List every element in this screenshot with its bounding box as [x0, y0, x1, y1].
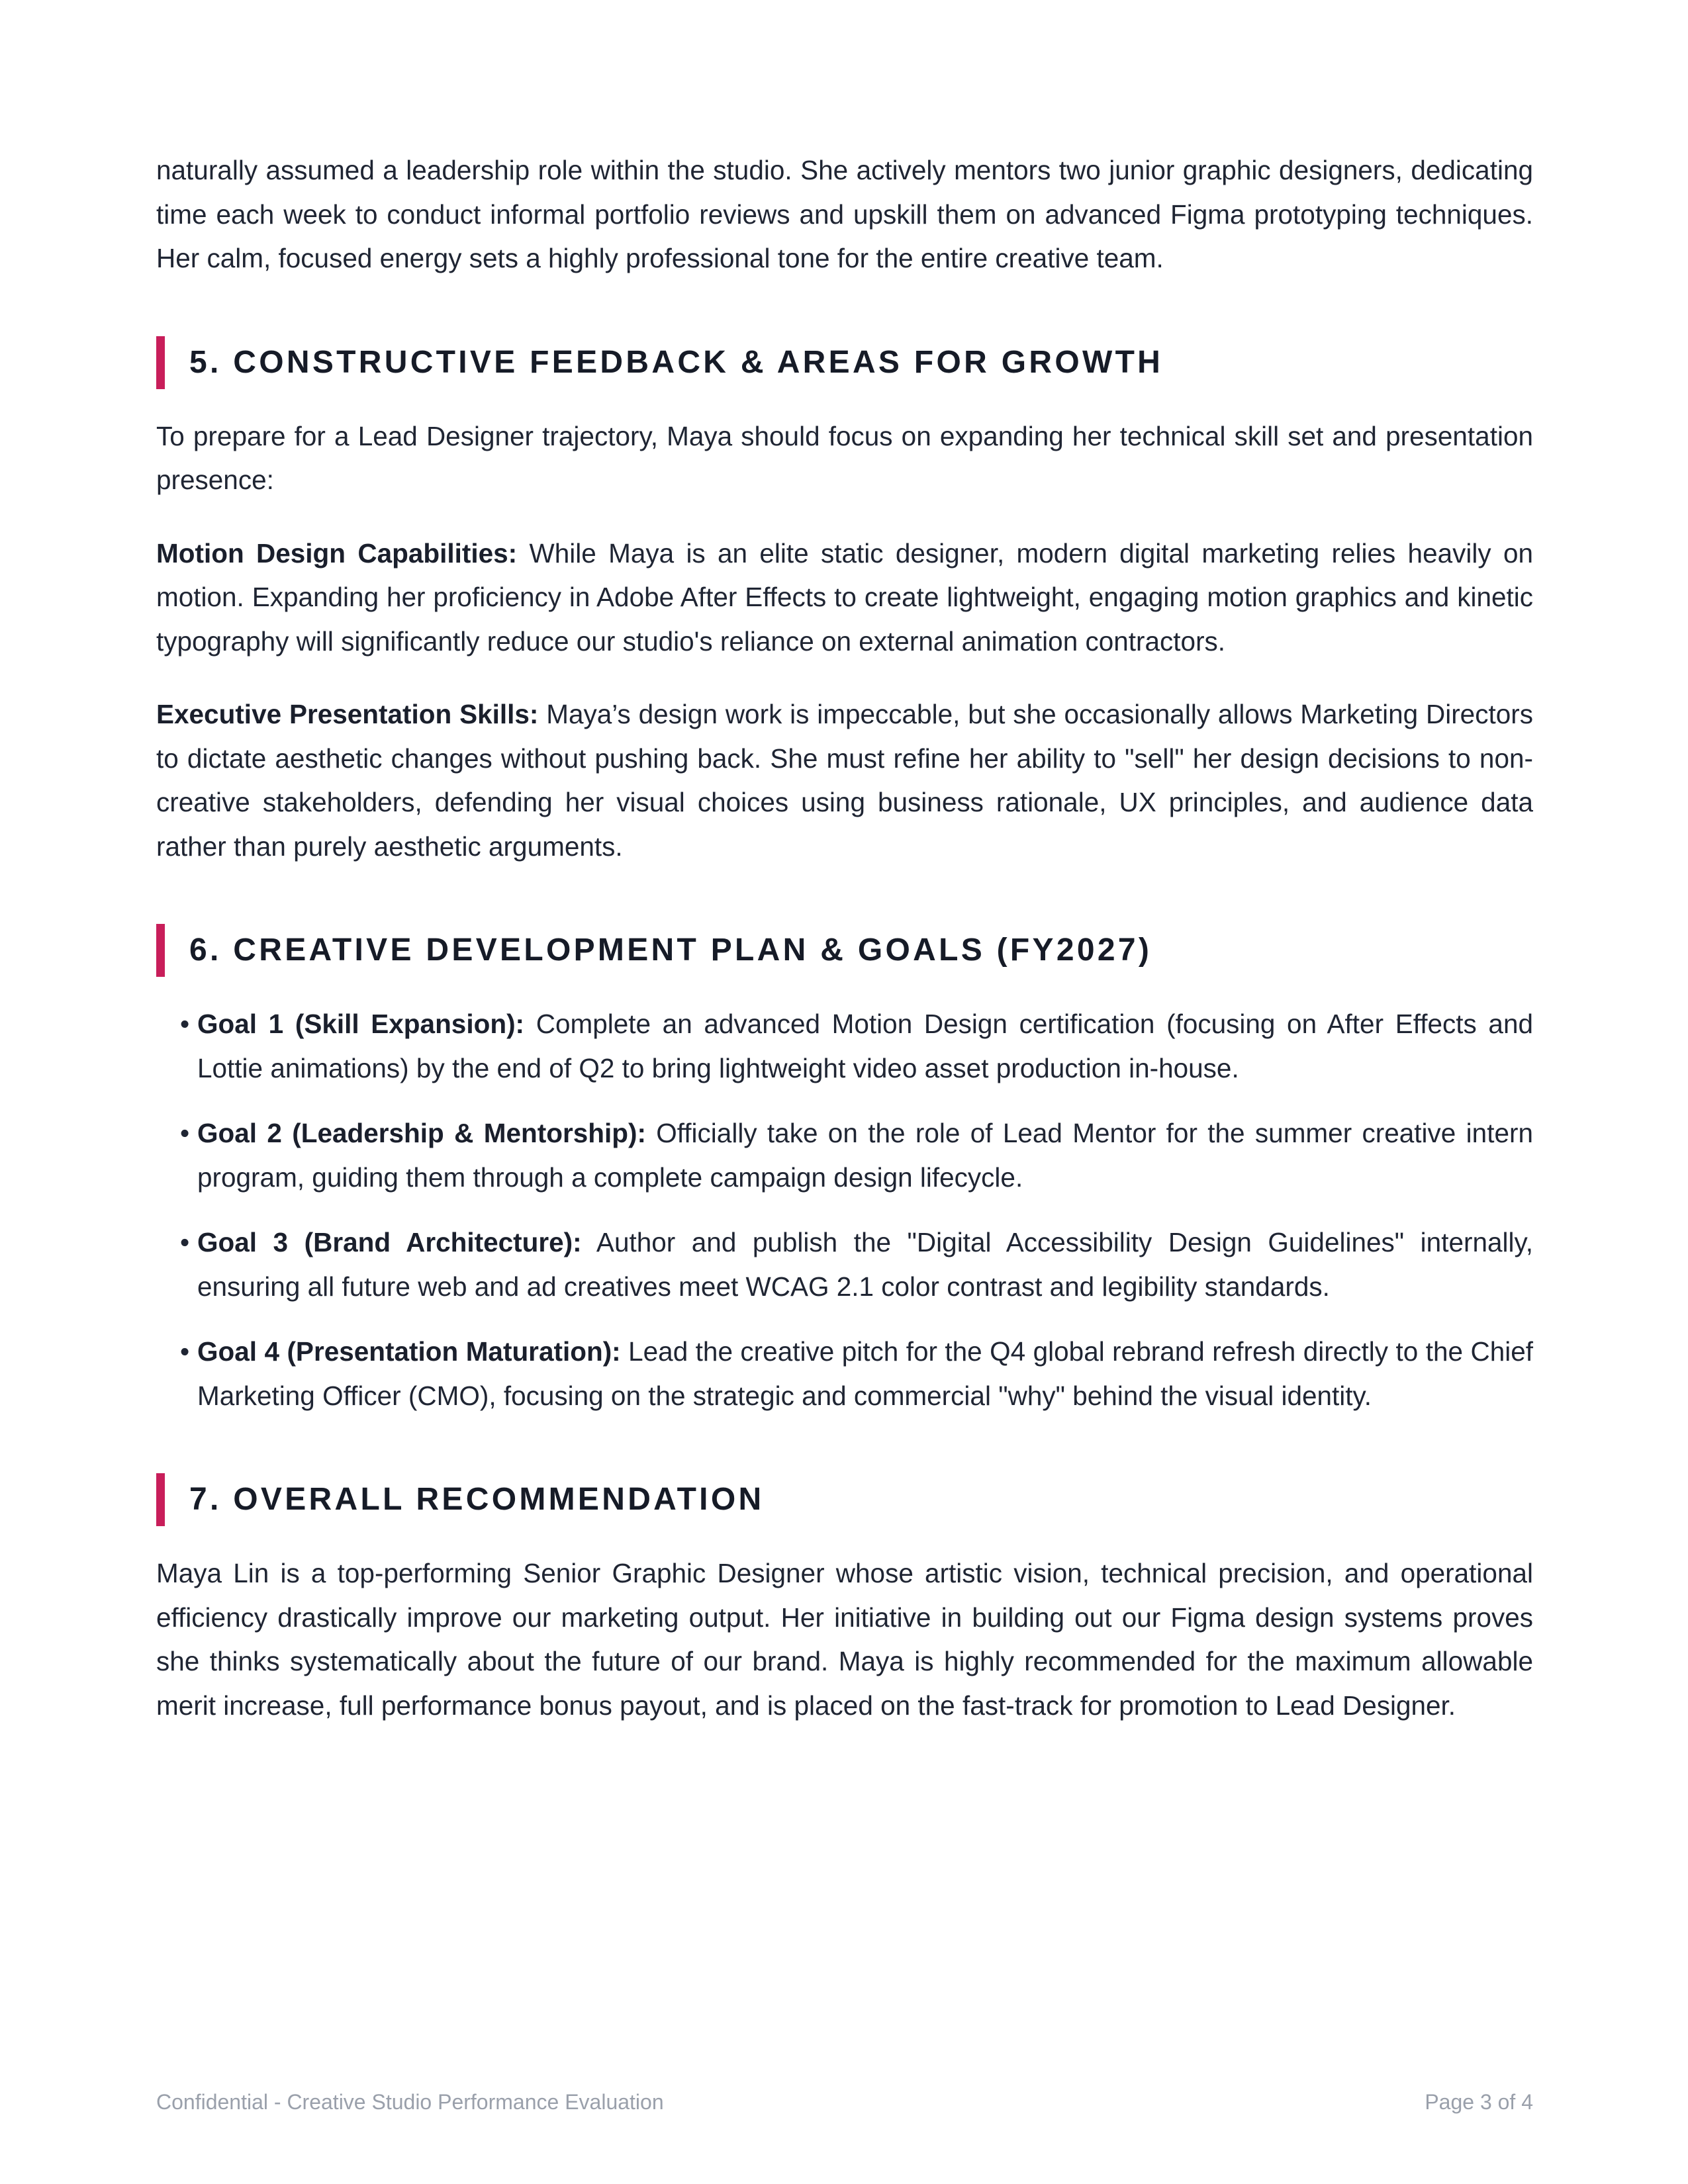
goals-list [156, 1002, 1533, 1418]
goal-item-2 [156, 1111, 1533, 1199]
bullet-glyph: • [180, 1227, 190, 1257]
section-5-intro: To prepare for a Lead Designer trajectory, Maya should focus on expanding her technical skill set and presentation presence: [156, 420, 1533, 495]
feedback-item-label: Executive Presentation Skills: [156, 699, 539, 729]
goal-label: Goal 3 (Brand Architecture): [197, 1227, 582, 1257]
footer-page-number: Page 3 of 4 [1425, 2090, 1533, 2114]
feedback-item-text: Maya’s design work is impeccable, but she occasionally allows Marketing Directors to dictate aesthetic changes without pushing back. She must refine her ability to "sell" her design decisions to non-creative stakeholders, defending her visual choices using business rationale, UX principles, and audience data rather than purely aesthetic arguments. [156, 699, 1533, 862]
goal-text: Officially take on the role of Lead Mentor for the summer creative intern program, guiding them through a complete campaign design lifecycle. [197, 1118, 1533, 1193]
feedback-item-text: While Maya is an elite static designer, modern digital marketing relies heavily on motion. Expanding her proficiency in Adobe After Effects to create lightweight, engaging motion graphics and kinetic typography will significantly reduce our studio's reliance on external animation contractors. [156, 537, 1533, 657]
recommendation-paragraph: Maya Lin is a top-performing Senior Graphic Designer whose artistic vision, technical precision, and operational efficiency drastically improve our marketing output. Her initiative in building out our Figma design systems proves she thinks systematically about the future of our brand. Maya is highly recommended for the maximum allowable merit increase, full performance bonus payout, and is placed on the fast-track for promotion to Lead Designer. [156, 1558, 1533, 1721]
goal-label: Goal 4 (Presentation Maturation): [197, 1336, 621, 1367]
bullet-glyph: • [180, 1009, 190, 1039]
section-5-heading [156, 336, 1533, 389]
bullet-glyph: • [180, 1118, 190, 1148]
goal-label: Goal 2 (Leadership & Mentorship): [197, 1118, 646, 1148]
footer-confidential-label: Confidential - Creative Studio Performance Evaluation [156, 2090, 664, 2114]
intro-paragraph: naturally assumed a leadership role within the studio. She actively mentors two junior graphic designers, dedicating time each week to conduct informal portfolio reviews and upskill them on advanced Figma prototyping techniques. Her calm, focused energy sets a highly professional tone for the entire creative team. [156, 155, 1533, 273]
feedback-item-motion [156, 531, 1533, 664]
goal-item-4 [156, 1330, 1533, 1418]
section-6-heading [156, 924, 1533, 977]
feedback-item-presentation [156, 692, 1533, 868]
section-7-title: 7. OVERALL RECOMMENDATION [189, 1482, 765, 1517]
goal-text: Complete an advanced Motion Design certification (focusing on After Effects and Lottie animations) by the end of Q2 to bring lightweight video asset production in-house. [197, 1009, 1533, 1083]
section-5-title: 5. CONSTRUCTIVE FEEDBACK & AREAS FOR GROWTH [189, 344, 1164, 380]
section-7-heading [156, 1473, 1533, 1526]
goal-text: Lead the creative pitch for the Q4 global rebrand refresh directly to the Chief Marketing Officer (CMO), focusing on the strategic and commercial "why" behind the visual identity. [197, 1336, 1533, 1411]
section-accent-bar [156, 924, 165, 977]
document-page [156, 148, 1533, 1727]
section-accent-bar [156, 1473, 165, 1526]
goal-item-1 [156, 1002, 1533, 1090]
goal-text: Author and publish the "Digital Accessibility Design Guidelines" internally, ensuring all future web and ad creatives meet WCAG 2.1 color contrast and legibility standards. [197, 1227, 1533, 1302]
feedback-item-label: Motion Design Capabilities: [156, 537, 518, 569]
section-6-title: 6. CREATIVE DEVELOPMENT PLAN & GOALS (FY2027) [189, 933, 1152, 968]
goal-label: Goal 1 (Skill Expansion): [197, 1009, 525, 1039]
section-accent-bar [156, 336, 165, 389]
bullet-glyph: • [180, 1336, 190, 1367]
goal-item-3 [156, 1220, 1533, 1308]
